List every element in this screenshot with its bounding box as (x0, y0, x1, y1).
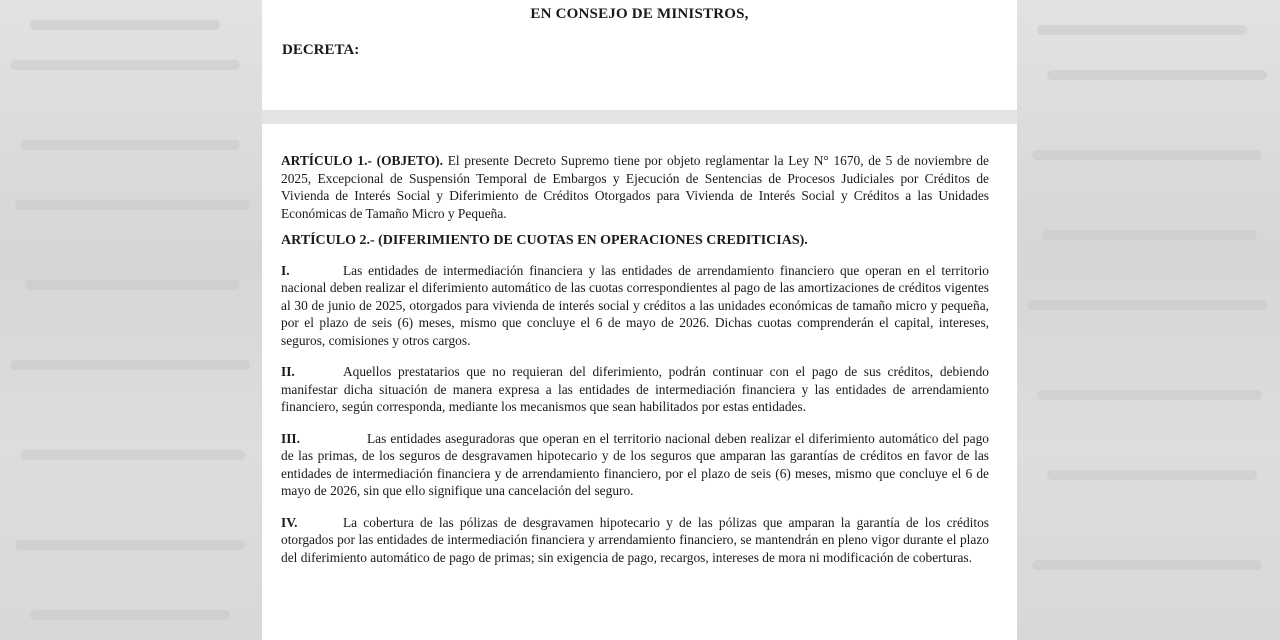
numeral-ii: II. (281, 364, 295, 379)
article-2-title: ARTÍCULO 2.- (DIFERIMIENTO DE CUOTAS EN OPERACIONES CREDITICIAS). (281, 233, 808, 248)
article-1-title: ARTÍCULO 1.- (OBJETO). (281, 153, 443, 168)
article-1 (281, 152, 989, 222)
numeral-iii: III. (281, 430, 300, 446)
document-content (281, 152, 989, 580)
item-i-text: Las entidades de intermediación financiera y las entidades de arrendamiento financiero que operan en el territorio nacional deben realizar el diferimiento automático de las cuotas correspondientes al pago de las amortizaciones de créditos vigentes al 30 de junio de 2025, otorgados para vivienda de interés social y créditos a las unidades económicas de tamaño micro y pequeña, por el plazo de seis (6) meses, mismo que concluye el 6 de mayo de 2026. Dichas cuotas comprenderán el capital, intereses, seguros, comisiones y otros cargos. (281, 262, 989, 348)
article-2-item-iii (281, 430, 989, 500)
article-1-body: El presente Decreto Supremo tiene por objeto reglamentar la Ley N° 1670, de 5 de noviembre de 2025, Excepcional de Suspensión Temporal de Embargos y Ejecución de Sentencias de Procesos Judiciales por Créditos de Vivienda de Interés Social y Diferimiento de Créditos Otorgados para Vivienda de Interés Social y Créditos a las Unidades Económicas de Tamaño Micro y Pequeña. (281, 153, 990, 221)
document-page-main (262, 124, 1017, 640)
article-2-item-ii (281, 363, 989, 416)
item-iv-text: La cobertura de las pólizas de desgravamen hipotecario y de las pólizas que amparan la garantía de los créditos otorgados por las entidades de intermediación financiera y arrendamiento financiero, se mantendrán en pleno vigor durante el plazo del diferimiento automático de pago de primas; sin exigencia de pago, recargos, intereses de mora ni modificación de coberturas. (281, 514, 989, 565)
council-heading: EN CONSEJO DE MINISTROS, (530, 6, 749, 22)
left-blurred-backdrop (0, 0, 262, 640)
numeral-iv: IV. (281, 514, 298, 530)
document-page-top (262, 0, 1017, 110)
numeral-i: I. (281, 262, 290, 278)
right-blurred-backdrop (1017, 0, 1280, 640)
item-iii-text: Las entidades aseguradoras que operan en el territorio nacional deben realizar el diferimiento automático del pago de las primas, de los seguros de desgravamen hipotecario y de los seguros que amparan las garantías de créditos en favor de las entidades de intermediación financiera y de arrendamiento financiero, por el plazo de seis (6) meses, mismo que concluye el 6 de mayo de 2026, sin que ello signifique una cancelación del seguro. (281, 430, 989, 498)
article-2-item-i (281, 262, 989, 350)
item-ii-text: Aquellos prestatarios que no requieran del diferimiento, podrán continuar con el pago de sus créditos, debiendo manifestar dicha situación de manera expresa a las entidades de intermediación financiera y las entidades de arrendamiento financiero, según corresponda, mediante los mecanismos que sean habilitados por estas entidades. (281, 364, 989, 414)
decreta-heading: DECRETA: (282, 42, 360, 58)
article-2-item-iv (281, 514, 989, 567)
page-gap (262, 110, 1017, 124)
